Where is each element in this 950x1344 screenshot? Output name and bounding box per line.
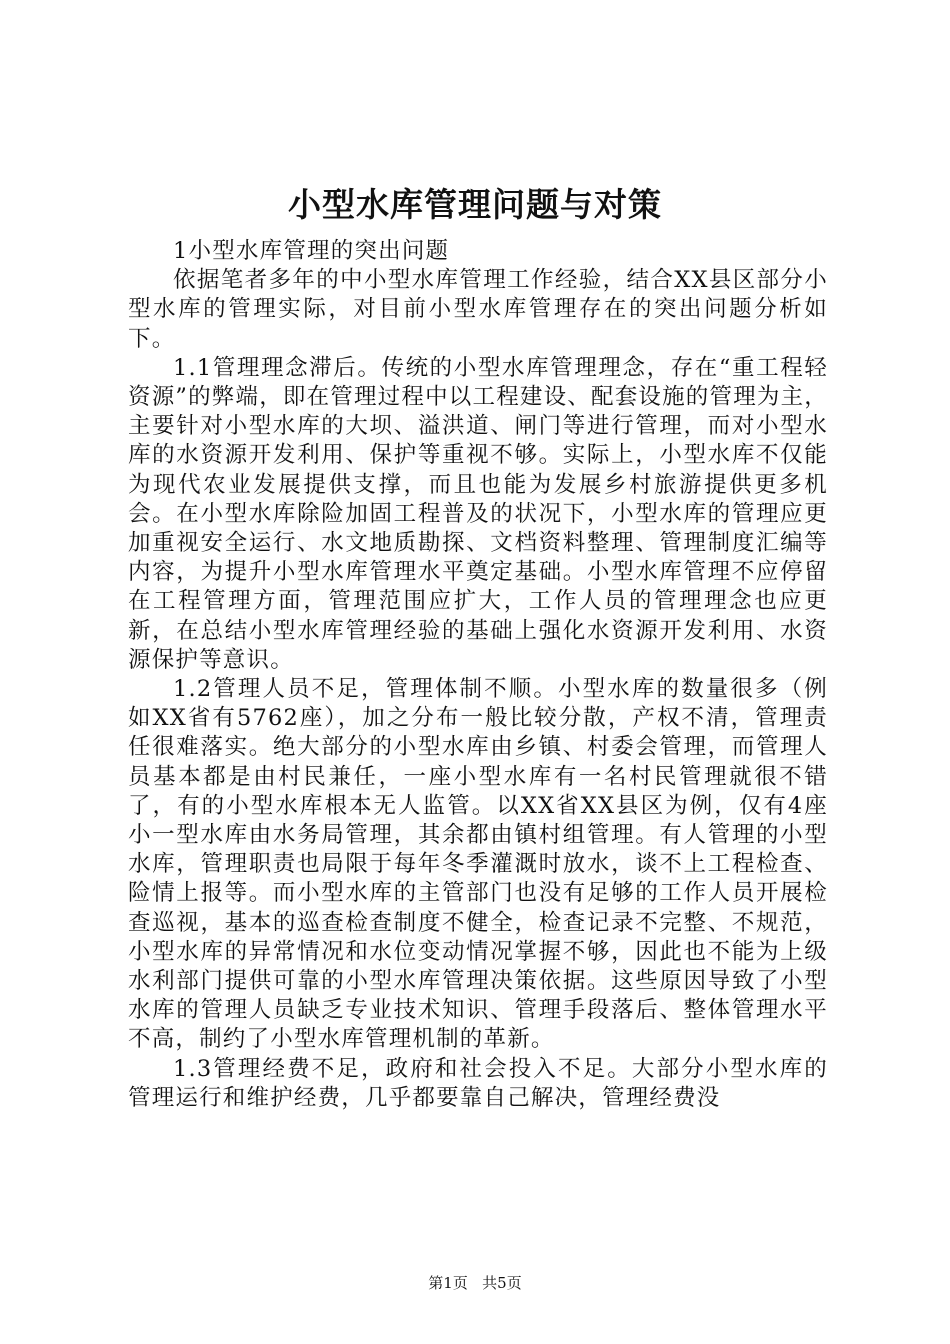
- paragraph-1-3: 1.3管理经费不足，政府和社会投入不足。大部分小型水库的管理运行和维护经费，几乎都要靠自己解决，管理经费没: [128, 1055, 828, 1111]
- document-title: 小型水库管理问题与对策: [288, 185, 662, 224]
- document-body: [128, 237, 828, 1113]
- total-pages: 共5页: [482, 1274, 522, 1292]
- intro-paragraph: 依据笔者多年的中小型水库管理工作经验，结合XX县区部分小型水库的管理实际，对目前小型水库管理存在的突出问题分析如下。: [128, 267, 828, 352]
- paragraph-1-1: 1.1管理理念滞后。传统的小型水库管理理念，存在“重工程轻资源”的弊端，即在管理过程中以工程建设、配套设施的管理为主，主要针对小型水库的大坝、溢洪道、闸门等进行管理，而对小型水库的水资源开发利用、保护等重视不够。实际上，小型水库不仅能为现代农业发展提供支撑，而且也能为发展乡村旅游提供更多机会。在小型水库除险加固工程普及的状况下，小型水库的管理应更加重视安全运行、水文地质勘探、文档资料整理、管理制度汇编等内容，为提升小型水库管理水平奠定基础。小型水库管理不应停留在工程管理方面，管理范围应扩大，工作人员的管理理念也应更新，在总结小型水库管理经验的基础上强化水资源开发利用、水资源保护等意识。: [128, 354, 829, 673]
- section-heading: 1小型水库管理的突出问题: [173, 238, 450, 264]
- page-footer: [0, 1273, 950, 1293]
- page-number: 第1页: [428, 1274, 468, 1292]
- paragraph-1-2: 1.2管理人员不足，管理体制不顺。小型水库的数量很多（例如XX省有5762座），加之分布一般比较分散，产权不清，管理责任很难落实。绝大部分的小型水库由乡镇、村委会管理，而管理人员基本都是由村民兼任，一座小型水库有一名村民管理就很不错了，有的小型水库根本无人监管。以XX省XX县区为例，仅有4座小一型水库由水务局管理，其余都由镇村组管理。有人管理的小型水库，管理职责也局限于每年冬季灌溉时放水，谈不上工程检查、险情上报等。而小型水库的主管部门也没有足够的工作人员开展检查巡视，基本的巡查检查制度不健全，检查记录不完整、不规范，小型水库的异常情况和水位变动情况掌握不够，因此也不能为上级水利部门提供可靠的小型水库管理决策依据。这些原因导致了小型水库的管理人员缺乏专业技术知识、管理手段落后、整体管理水平不高，制约了小型水库管理机制的革新。: [128, 676, 828, 1053]
- page-separator: [473, 1274, 478, 1292]
